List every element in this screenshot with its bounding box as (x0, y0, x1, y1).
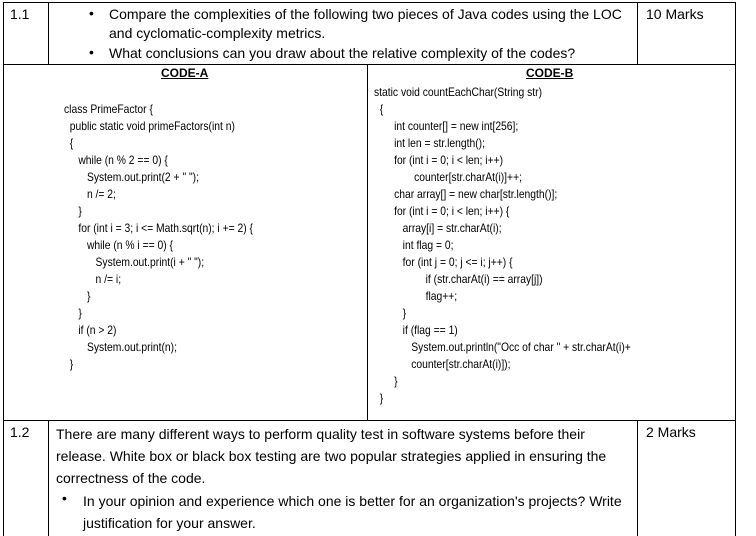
code-line: } (64, 306, 82, 320)
marks-1-2: 2 Marks (646, 424, 696, 440)
col-divider-number-q12 (48, 420, 49, 536)
code-line: { (374, 102, 384, 116)
code-line: for (int j = 0; j <= i; j++) { (374, 255, 513, 269)
code-line: if (n > 2) (64, 323, 117, 337)
question-1-1-bullet-1: Compare the complexities of the following two pieces of Java codes using the LOC and cyclomatic-complexity metrics. (109, 6, 622, 41)
code-line: for (int i = 0; i < len; i++) (374, 153, 504, 167)
question-number-1-2: 1.2 (10, 424, 30, 440)
code-line: } (64, 204, 82, 218)
question-number-1-1: 1.1 (10, 6, 30, 22)
code-line: while (n % 2 == 0) { (64, 153, 168, 167)
code-line: } (64, 289, 91, 303)
code-line: System.out.print(i + " "); (64, 255, 205, 269)
table-border-left (3, 2, 4, 536)
code-line: } (374, 374, 398, 388)
question-1-2-text: There are many different ways to perform quality test in software systems before their release. White box or black box testing are two popular strategies applied in ensuring the correctness of the code. (56, 426, 607, 486)
code-line: for (int i = 0; i < len; i++) { (374, 204, 510, 218)
code-line: counter[str.charAt(i)]++; (374, 170, 522, 184)
col-divider-number (48, 2, 49, 65)
code-line: int counter[] = new int[256]; (374, 119, 519, 133)
table-border-top (3, 2, 736, 3)
bullet-icon: • (89, 5, 94, 21)
code-line: if (str.charAt(i) == array[j]) (374, 272, 543, 286)
row-divider-q12 (3, 420, 736, 421)
code-line: flag++; (374, 289, 458, 303)
code-line: for (int i = 3; i <= Math.sqrt(n); i += 2) { (64, 221, 253, 235)
code-line: n /= 2; (64, 187, 116, 201)
col-divider-marks-q12 (637, 420, 638, 536)
code-line: int len = str.length(); (374, 136, 485, 150)
code-line: int flag = 0; (374, 238, 454, 252)
code-a-block (64, 101, 253, 373)
code-line: public static void primeFactors(int n) (64, 119, 235, 133)
question-1-2-bullet: In your opinion and experience which one is better for an organization's projects? Write justification for your answer. (83, 493, 622, 531)
code-b-header: CODE-B (526, 66, 574, 80)
question-1-1-bullet-2: What conclusions can you draw about the relative complexity of the codes? (109, 45, 576, 61)
code-a-header: CODE-A (161, 66, 209, 80)
code-line: } (374, 306, 407, 320)
code-line: class PrimeFactor { (64, 102, 153, 116)
marks-1-1: 10 Marks (646, 6, 704, 22)
code-line: } (374, 391, 384, 405)
table-border-right (735, 2, 736, 536)
code-line: System.out.print(n); (64, 340, 177, 354)
code-line: if (flag == 1) (374, 323, 458, 337)
code-line: System.out.print(2 + " "); (64, 170, 199, 184)
code-line: char array[] = new char[str.length()]; (374, 187, 558, 201)
bullet-icon: • (62, 490, 67, 506)
row-divider-code (3, 64, 736, 65)
code-line: { (64, 136, 74, 150)
code-line: } (64, 357, 74, 371)
bullet-icon: • (89, 44, 94, 60)
code-line: static void countEachChar(String str) (374, 85, 543, 99)
code-line: n /= i; (64, 272, 122, 286)
code-line: System.out.println("Occ of char " + str.charAt(i)+ (374, 340, 631, 354)
code-line: while (n % i == 0) { (64, 238, 173, 252)
col-divider-code (367, 65, 368, 420)
code-b-block (374, 84, 631, 407)
code-line: array[i] = str.charAt(i); (374, 221, 502, 235)
code-line: counter[str.charAt(i)]); (374, 357, 511, 371)
col-divider-marks (637, 2, 638, 65)
